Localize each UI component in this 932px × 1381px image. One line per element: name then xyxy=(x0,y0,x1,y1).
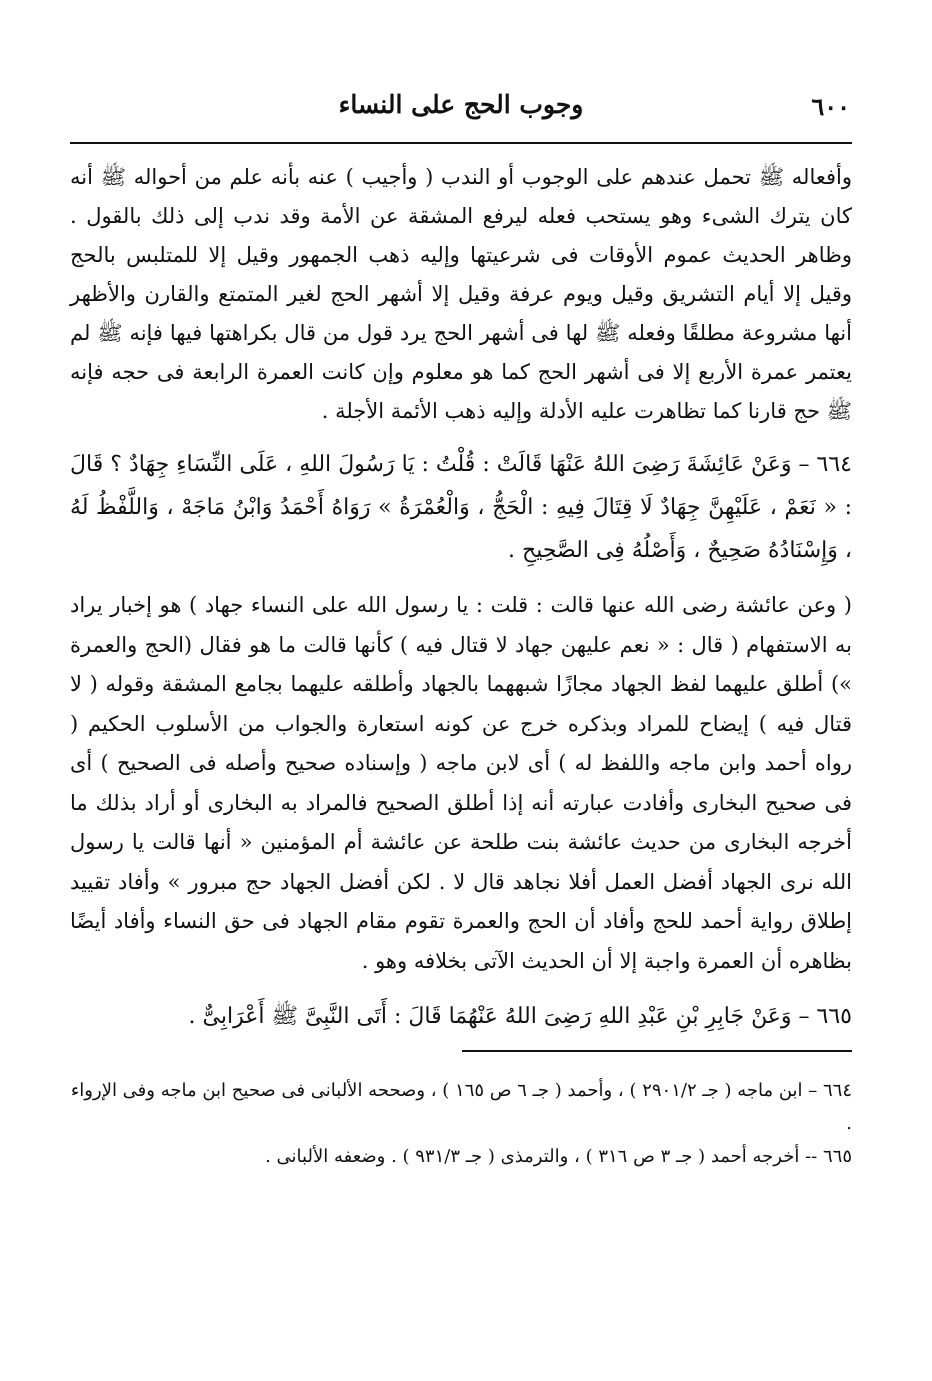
commentary-paragraph-664: ( وعن عائشة رضى الله عنها قالت : قلت : يا رسول الله على النساء جهاد ) هو إخبار يراد به الاستفهام ( قال : « نعم عليهن جهاد لا قتال فيه ) كأنها قالت ما هو فقال (الحج والعمرة ») أطلق عليهما لفظ الجهاد مجازًا شبههما بالجهاد وأطلقه عليهما بجامع المشقة وقوله ( لا قتال فيه ) إيضاح للمراد وبذكره خرج عن كونه استعارة والجواب من الأسلوب الحكيم ( رواه أحمد وابن ماجه واللفظ له ) أى لابن ماجه ( وإسناده صحيح وأصله فى الصحيح ) أى فى صحيح البخارى وأفادت عبارته أنه إذا أطلق الصحيح فالمراد به البخارى أو أراد بذلك ما أخرجه البخارى من حديث عائشة بنت طلحة عن عائشة أم المؤمنين « أنها قالت يا رسول الله نرى الجهاد أفضل العمل أفلا نجاهد قال لا . لكن أفضل الجهاد حج مبرور » وأفاد تقييد إطلاق رواية أحمد للحج وأفاد أن الحج والعمرة تقوم مقام الجهاد فى حق النساء وأفاد أيضًا بظاهره أن العمرة واجبة إلا أن الحديث الآتى بخلافه وهو . xyxy=(70,593,852,973)
commentary-paragraph: وأفعاله ﷺ تحمل عندهم على الوجوب أو الندب ( وأجيب ) عنه بأنه علم من أحواله ﷺ أنه كان يترك الشىء وهو يستحب فعله ليرفع المشقة عن الأمة وقد ندب إلى ذلك بالقول . وظاهر الحديث عموم الأوقات فى شرعيتها وإليه ذهب الجمهور وقيل إلا للمتلبس بالحج وقيل إلا أيام التشريق وقيل ويوم عرفة وقيل إلا أشهر الحج لغير المتمتع والقارن والأظهر أنها مشروعة مطلقًا وفعله ﷺ لها فى أشهر الحج يرد قول من قال بكراهتها فيها فإنه ﷺ لم يعتمر عمرة الأربع إلا فى أشهر الحج كما هو معلوم وإن كانت العمرة الرابعة فى حجه فإنه ﷺ حج قارنا كما تظاهرت عليه الأدلة وإليه ذهب الأئمة الأجلة . xyxy=(70,165,852,423)
hadith-665: ٦٦٥ – وَعَنْ جَابِرِ بْنِ عَبْدِ اللهِ رَضِىَ اللهُ عَنْهُمَا قَالَ : أَتَى النَّبِىَّ ﷺ أَعْرَابِىٌّ . xyxy=(188,1004,852,1029)
page-number: ٦٠٠ xyxy=(811,92,850,121)
header-rule xyxy=(70,142,852,144)
footnote-665: ٦٦٥ -- أخرجه أحمد ( جـ ٣ ص ٣١٦ ) ، والترمذى ( جـ ٩٣١/٣ ) . وضعفه الألبانى . xyxy=(265,1146,852,1167)
document-page xyxy=(70,80,852,1173)
footnotes xyxy=(70,1074,852,1173)
page-header xyxy=(70,80,852,132)
footnote-664: ٦٦٤ – ابن ماجه ( جـ ٢٩٠١/٢ ) ، وأحمد ( جـ ٦ ص ١٦٥ ) ، وصححه الألبانى فى صحيح ابن ماجه وفى الإرواء . xyxy=(70,1080,852,1134)
footnote-rule xyxy=(462,1050,852,1052)
hadith-664: ٦٦٤ – وَعَنْ عَائِشَةَ رَضِىَ اللهُ عَنْهَا قَالَتْ : قُلْتُ : يَا رَسُولَ اللهِ ، عَلَى النِّسَاءِ جِهَادٌ ؟ قَالَ : « نَعَمْ ، عَلَيْهِنَّ جِهَادٌ لَا قِتَالَ فِيهِ : الْحَجُّ ، وَالْعُمْرَةُ » رَوَاهُ أَحْمَدُ وَابْنُ مَاجَهْ ، وَاللَّفْظُ لَهُ ، وَإِسْنَادُهُ صَحِيحٌ ، وَأَصْلُهُ فِى الصَّحِيحِ . xyxy=(70,452,852,563)
page-title: وجوب الحج على النساء xyxy=(338,90,584,119)
